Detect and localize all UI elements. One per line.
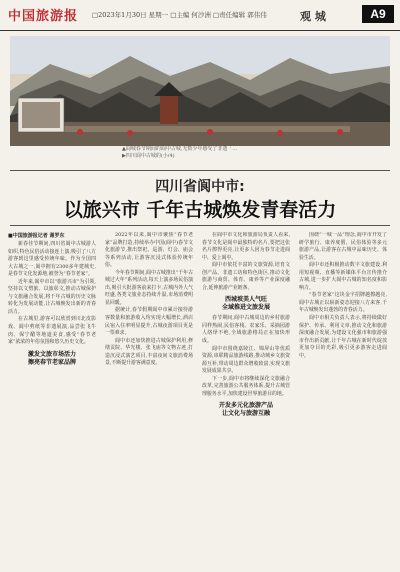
paragraph: 围绕“一城一品”理念,阆中市开发了研学旅行、康养度假、民俗体验等多元旅游产品,让游客在古城中品味历史、体验生活。 bbox=[299, 232, 387, 261]
paragraph: 2022年以来,阆中市聚焦“春节老家”品牌打造,持续举办中国(阆中)春节文化旅游节,推出祭祀、巡游、灯会、庙会等系列活动,让游客沉浸式体验传统年俗。 bbox=[105, 232, 193, 269]
byline: ■中国旅游报记者 谢罗东 bbox=[8, 233, 65, 239]
subheading: 开发多元化旅游产品 让文化与旅游互融 bbox=[218, 402, 273, 418]
paragraph: 阆中市相关负责人表示,将持续做好保护、传承、利用文章,推动文化和旅游深度融合发展,为建设文化强市和旅游强市作出新贡献,让千年古城在新时代绽放更加夺目的光彩,吸引更多游客走进阆中。 bbox=[299, 315, 387, 359]
article-column-1 bbox=[8, 232, 96, 570]
masthead bbox=[0, 0, 400, 31]
paragraph: 阆中市还积极推动数字文旅建设,利用短视频、直播等新媒体平台宣传推介古城,进一步扩大阆中古城的知名度和影响力。 bbox=[299, 262, 387, 291]
paragraph: 新春佳节期间,四川省阆中古城游人如织,特色民俗活动接连上演,吸引了八方游客到这里感受传统年味。作为全国四大古城之一,阆中拥有2300多年建城史,是春节文化发源地,被誉为“春节老家”。 bbox=[8, 241, 96, 278]
paragraph: “春节老家”这块金字招牌越擦越亮,阆中古城正以崭新姿态迎接八方来客,千年古城焕发出蓬勃的青春活力。 bbox=[299, 292, 387, 314]
article-column-2 bbox=[105, 232, 193, 570]
article-column-4 bbox=[299, 232, 387, 570]
newspaper-logo: 中国旅游报 bbox=[8, 9, 79, 24]
paragraph: 阆中市围绕嘉陵江、锦屏山等优质资源,串联精品旅游线路,推动城乡文旅资源互补,带动周边群众增收致富,实现文旅发展成果共享。 bbox=[202, 345, 290, 375]
subheading: 西城坡美人气旺 全域推进文旅发展 bbox=[221, 296, 270, 312]
subheading: 激发文旅市场活力 擦亮春节老家品牌 bbox=[27, 350, 76, 366]
article-column-3 bbox=[202, 232, 290, 570]
ancient-town-photo bbox=[10, 36, 390, 146]
lead-photo bbox=[10, 36, 390, 146]
paragraph: 据统计,春节假期阆中市累计接待游客数量和旅游收入均实现大幅增长,酒店民宿入住率明显提升,古城夜游项目更是一票难求。 bbox=[105, 307, 193, 337]
section-name: 观 城 bbox=[300, 10, 326, 23]
headline-title: 以旅兴市 千年古城焕发青春活力 bbox=[63, 199, 337, 221]
paragraph: 在阆中市文化和旅游局负责人看来,春节文化是阆中最独特的名片,要把这张名片擦得更亮,让更多人因为春节走进阆中、爱上阆中。 bbox=[202, 232, 290, 261]
paragraph: 在古城里,游客可以欣赏到川北皮影戏、阆中剪纸等非遗展演,品尝张飞牛肉、保宁醋等地道美食,感受“春节老家”浓浓的年俗氛围和悠久历史文化。 bbox=[8, 316, 96, 346]
paragraph: 今年春节期间,阆中古城推出“千年古城过大年”系列活动,每天上演多场民俗演出,吸引大批游客前来打卡,古城内外人气旺盛,各类文旅业态持续升温,市场消费明显回暖。 bbox=[105, 269, 193, 306]
paragraph: 春节期间,阆中古城周边的乡村旅游同样热闹,民俗客栈、农家乐、采摘园游人络绎不绝,全域旅游格局正在加快形成。 bbox=[202, 315, 290, 345]
paragraph: 阆中市还加快推进古城保护利用,修缮贡院、华光楼、张飞庙等文物古迹,打造沉浸式演艺项目,丰富夜间文旅消费场景,不断提升游客满意度。 bbox=[105, 337, 193, 367]
headline-subtitle: 四川省阆中市: bbox=[155, 179, 245, 195]
paragraph: 近年来,阆中市以“旅游兴市”为引领,坚持以文塑旅、以旅彰文,推动古城保护与文旅融合发展,将千年古城的历史文脉转化为发展动能,让古城焕发出新的青春活力。 bbox=[8, 278, 96, 315]
paragraph: 下一步,阆中市将继续深化文旅融合改革,完善旅游公共服务体系,提升古城管理服务水平,加快建设世界旅游目的地。 bbox=[202, 375, 290, 397]
divider bbox=[10, 225, 390, 226]
dateline: □2023年1月30日 星期一 □主编 何沙洲 □责任编辑 郭伟伟 bbox=[92, 11, 267, 19]
divider bbox=[10, 170, 390, 171]
page-number: A9 bbox=[362, 5, 394, 23]
photo-caption: ▲阆城春节期间的阆中古城,无数少年感受了非遗「... ▶四川阆中古城的(小/4) bbox=[122, 146, 238, 159]
paragraph: 阆中市依托丰富的文旅资源,培育文创产品、非遗工坊和特色街区,推动文化旅游与商贸、体育、康养等产业深度融合,延伸旅游产业链条。 bbox=[202, 262, 290, 291]
